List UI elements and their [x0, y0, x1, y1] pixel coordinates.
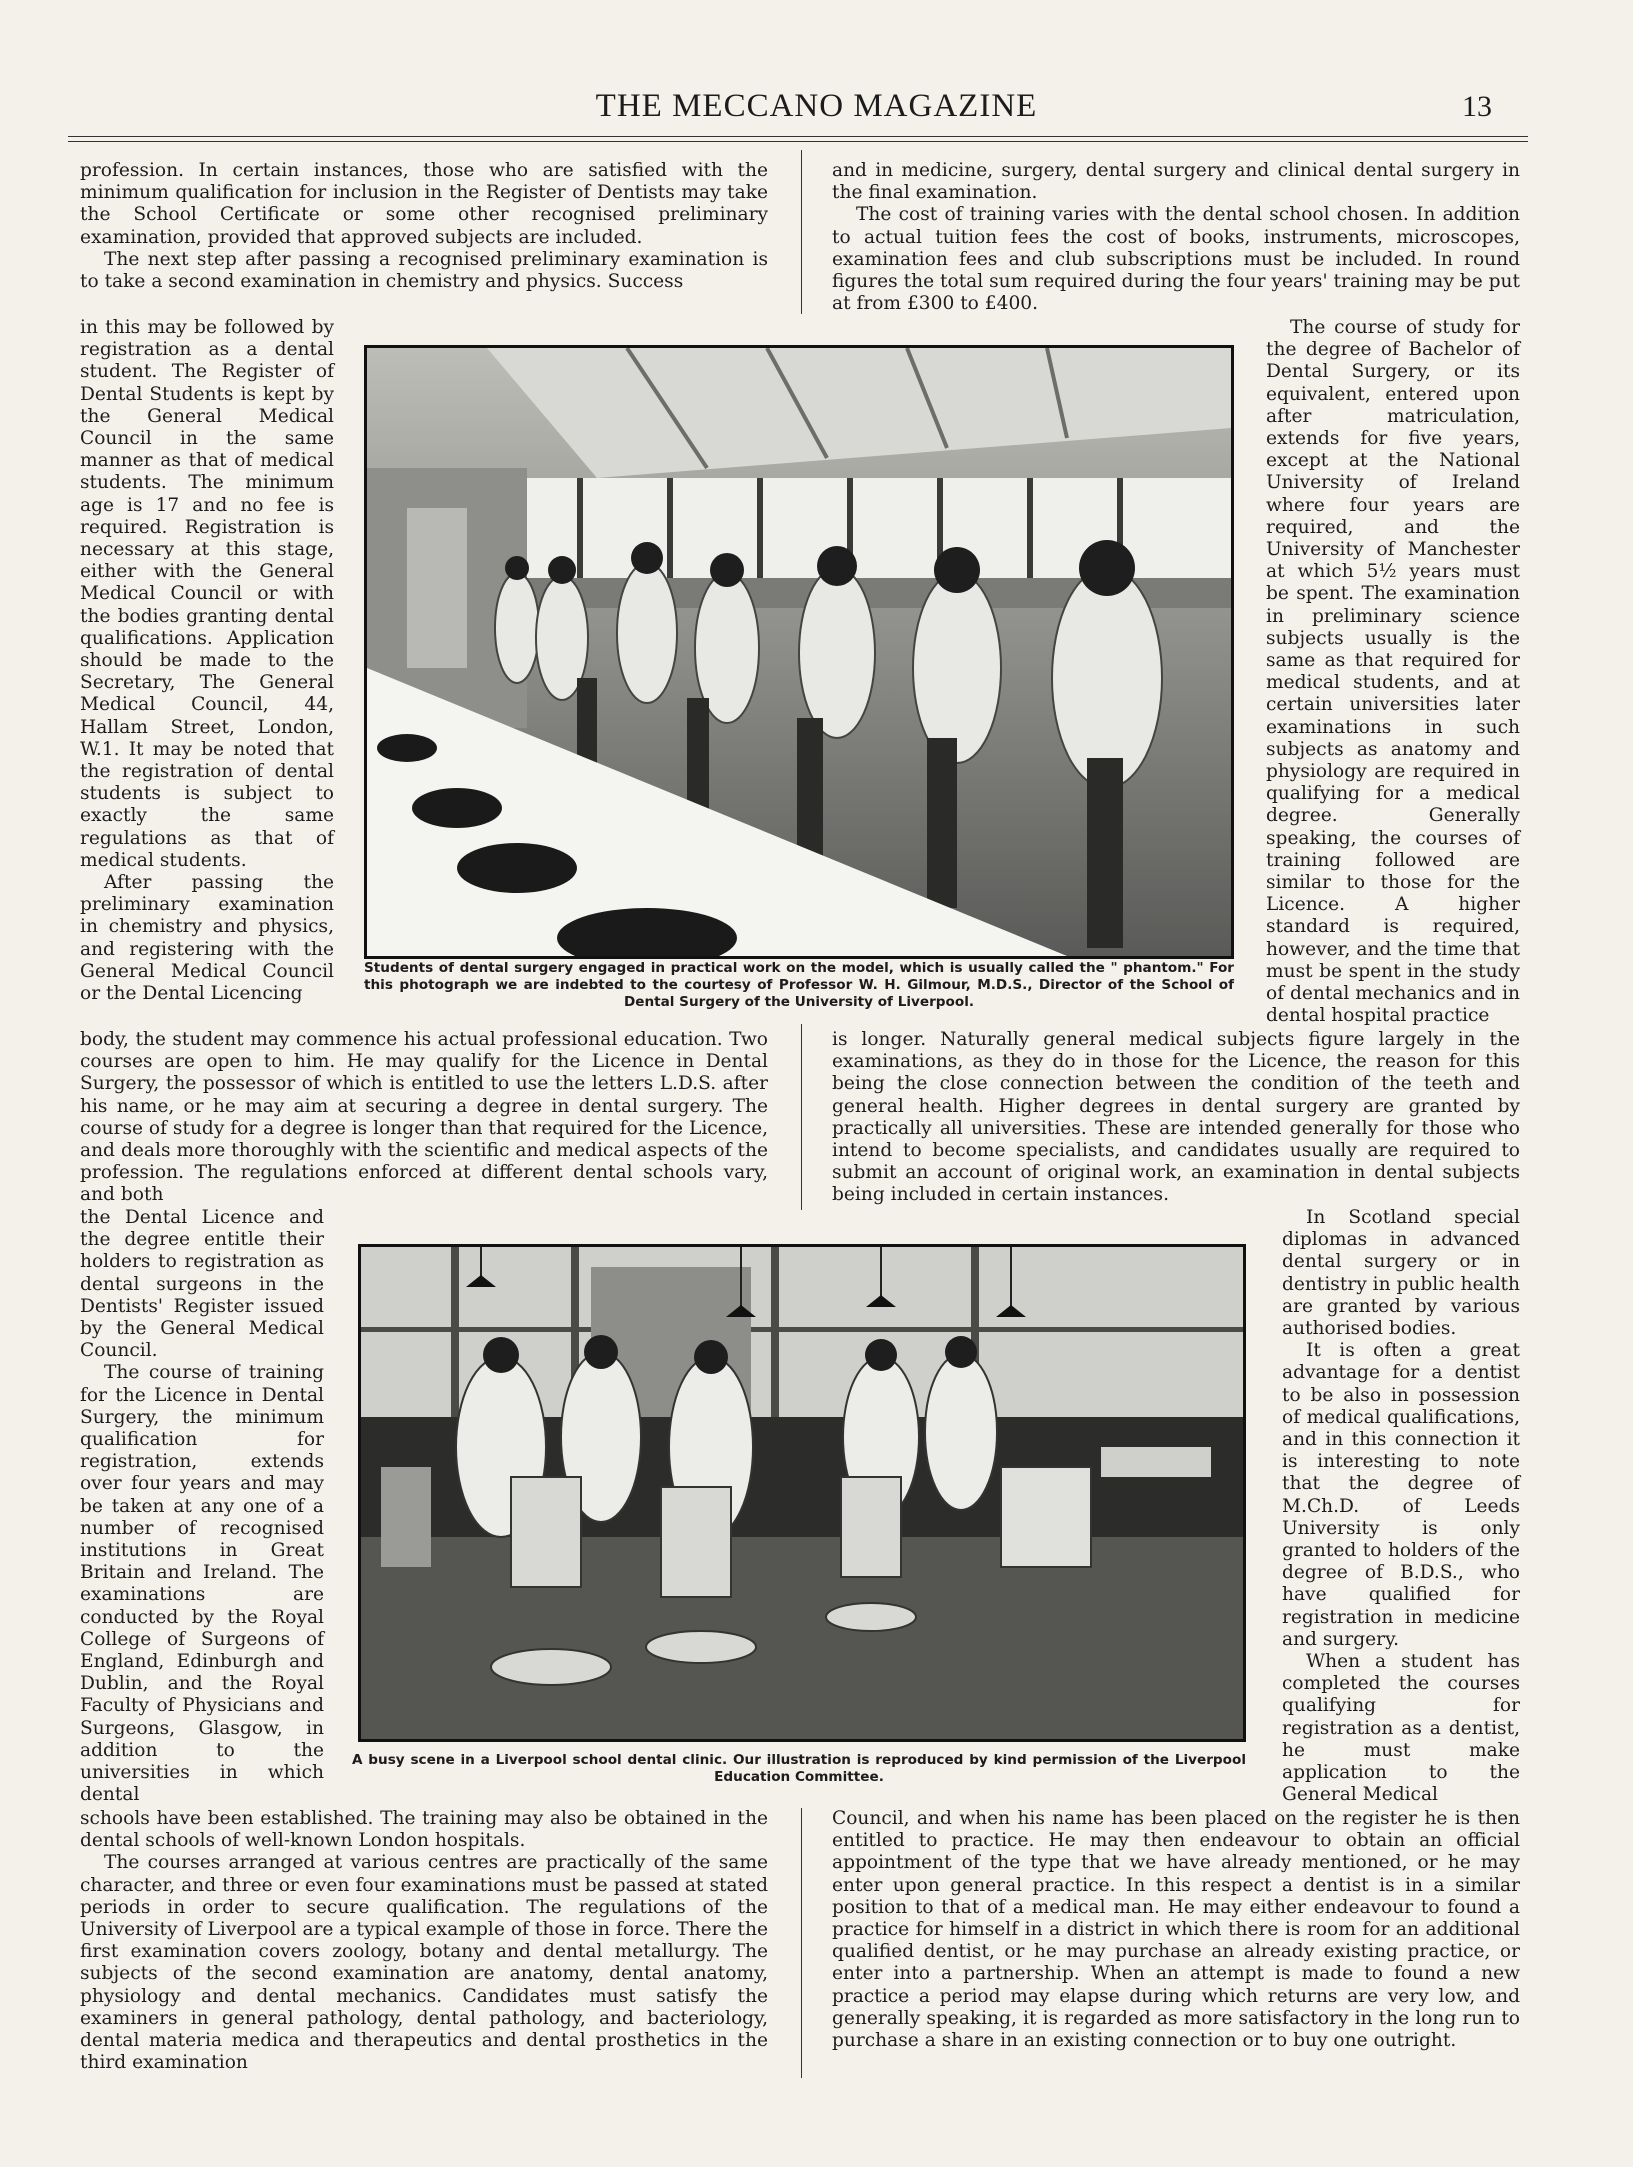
article-text-col1-narrow-b: the Dental Licence and the degree entitle their holders to registration as dental surgeons in the Dentists' Register issued by the General Medical Council. The course of training for the Licence in Dental Surgery, the minimum qualification for registration, extends over four years and may be taken at any one of a number of recognised institutions in Great Britain and Ireland. The examinations are conducted by the Royal College of Surgeons of England, Edinburgh and Dublin, and the Royal Faculty of Physicians and Surgeons, Glasgow, in addition to the universities in which dental: [80, 1207, 324, 1806]
article-text-col1-mid: body, the student may commence his actual professional education. Two courses are open to him. He may qualify for the Licence in Dental Surgery, the possessor of which is entitled to use the letters L.D.S. after his name, or he may aim at securing a degree in dental surgery. The course of study for a degree is longer than that required for the Licence, and deals more thoroughly with the scientific and medical aspects of the profession. The regulations enforced at different dental schools vary, and both: [80, 1029, 768, 1206]
photo-dental-clinic-image: [361, 1247, 1243, 1739]
article-text-col1-top: profession. In certain instances, those who are satisfied with the minimum qualification for inclusion in the Register of Dentists may take the School Certificate or some other recognised preliminary examination, provided that approved subjects are included. The next step after passing a recognised preliminary examination is to take a second examination in chemistry and physics. Success: [80, 160, 768, 293]
article-text-col1-narrow-a: in this may be followed by registration as a dental student. The Register of Dental Students is kept by the General Medical Council in the same manner as that of medical students. The minimum age is 17 and no fee is required. Registration is necessary at this stage, either with the General Medical Council or with the bodies granting dental qualifications. Application should be made to the Secretary, The General Medical Council, 44, Hallam Street, London, W.1. It may be noted that the registration of dental students is subject to exactly the same regulations as that of medical students. After passing the preliminary examination in chemistry and physics, and registering with the General Medical Council or the Dental Licencing: [80, 317, 334, 1005]
photo-dental-students: [364, 345, 1234, 959]
column-divider: [801, 150, 802, 314]
photo-dental-clinic-caption: A busy scene in a Liverpool school dental clinic. Our illustration is reproduced by kind permission of the Liverpool Education Committee.: [352, 1752, 1246, 1785]
column-divider: [801, 1808, 802, 2078]
article-text-col2-narrow-b: In Scotland special diplomas in advanced dental surgery or in dentistry in public health are granted by various authorised bodies. It is often a great advantage for a dentist to be also in possession of medical qualifications, and in this connection it is interesting to note that the degree of M.Ch.D. of Leeds University is only granted to holders of the degree of B.D.S., who have qualified for registration in medicine and surgery. When a student has completed the courses qualifying for registration as a dentist, he must make application to the General Medical: [1282, 1207, 1520, 1806]
article-text-col2-mid: is longer. Naturally general medical subjects figure largely in the examinations, as they do in those for the Licence, the reason for this being the close connection between the condition of the teeth and general health. Higher degrees in dental surgery are granted by practically all universities. These are intended generally for those who intend to become specialists, and candidates usually are required to submit an account of original work, an examination in dental subjects being included in certain instances.: [832, 1029, 1520, 1206]
photo-dental-clinic: [358, 1244, 1246, 1742]
article-text-col1-bottom: schools have been established. The training may also be obtained in the dental schools of well-known London hospitals. The courses arranged at various centres are practically of the same character, and three or even four examinations must be passed at stated periods in order to secure qualification. The regulations of the University of Liverpool are a typical example of those in force. There the first examination covers zoology, botany and dental metallurgy. The subjects of the second examination are anatomy, dental anatomy, physiology and dental mechanics. Candidates must satisfy the examiners in general pathology, dental pathology, and bacteriology, dental materia medica and therapeutics and dental prosthetics in the third examination: [80, 1808, 768, 2074]
photo-dental-students-caption: Students of dental surgery engaged in practical work on the model, which is usually called the " phantom." For this photograph we are indebted to the courtesy of Professor W. H. Gilmour, M.D.S., Director of the School of Dental Surgery of the University of Liverpool.: [364, 960, 1234, 1010]
photo-dental-students-image: [367, 348, 1231, 956]
magazine-title: THE MECCANO MAGAZINE: [595, 88, 1038, 124]
article-text-col2-narrow-a: The course of study for the degree of Bachelor of Dental Surgery, or its equivalent, entered upon after matriculation, extends for five years, except at the National University of Ireland where four years are required, and the University of Manchester at which 5½ years must be spent. The examination in preliminary science subjects usually is the same as that required for medical students, and at certain universities later examinations in such subjects as anatomy and physiology are required in qualifying for a medical degree. Generally speaking, the courses of training followed are similar to those for the Licence. A higher standard is required, however, and the time that must be spent in the study of dental mechanics and in dental hospital practice: [1266, 317, 1520, 1027]
column-divider: [801, 1024, 802, 1210]
header-rule: [68, 136, 1528, 137]
page-number: 13: [1462, 90, 1492, 123]
article-text-col2-top: and in medicine, surgery, dental surgery and clinical dental surgery in the final examination. The cost of training varies with the dental school chosen. In addition to actual tuition fees the cost of books, instruments, microscopes, examination fees and club subscriptions must be included. In round figures the total sum required during the four years' training may be put at from £300 to £400.: [832, 160, 1520, 315]
article-text-col2-bottom: Council, and when his name has been placed on the register he is then entitled to practice. He may then endeavour to obtain an official appointment of the type that we have already mentioned, or he may enter upon general practice. In this respect a dentist is in a similar position to that of a medical man. He may either endeavour to found a practice for himself in a district in which there is room for an additional qualified dentist, or he may purchase an already existing practice, or enter into a partnership. When an attempt is made to found a new practice a period may elapse during which returns are very low, and generally speaking, it is regarded as more satisfactory in the long run to purchase a share in an existing connection or to buy one outright.: [832, 1808, 1520, 2052]
header-rule-2: [68, 141, 1528, 142]
